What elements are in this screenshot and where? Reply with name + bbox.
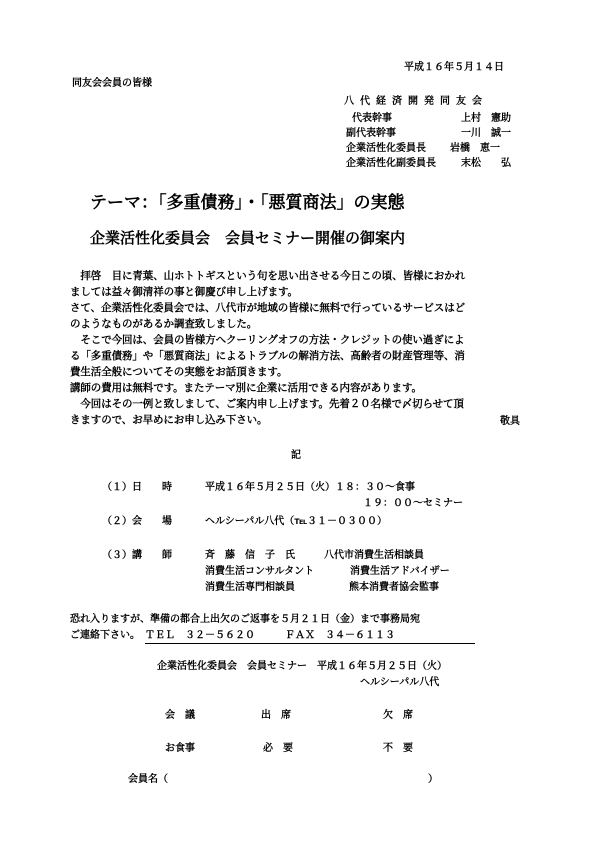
venue-value: ヘルシーパル八代（℡３１－０３００） bbox=[205, 516, 388, 527]
divider-line bbox=[145, 643, 475, 644]
lecturer-role: 消費生活コンサルタント bbox=[205, 566, 315, 577]
date-label: （１）日 時 bbox=[102, 482, 172, 493]
officer-name: 岩橋 恵一 bbox=[450, 143, 500, 154]
sender-organization: 八代経済開発同友会 bbox=[344, 96, 488, 107]
date-value: 平成１６年５月２５日（火）１８：３０～食事 bbox=[205, 482, 415, 493]
form-item-meeting: 会 議 bbox=[165, 710, 195, 721]
venue-label: （２）会 場 bbox=[102, 516, 172, 527]
reply-note: 恐れ入りますが、準備の都合上出欠のご返事を５月２１日（金）まで事務局宛 bbox=[70, 614, 420, 625]
form-header: 企業活性化委員会 会員セミナー 平成１６年５月２５日（火） bbox=[157, 661, 447, 672]
theme-title: テーマ：「多重債務」・「悪質商法」の実態 bbox=[90, 193, 405, 213]
member-name-label: 会員名（ bbox=[128, 774, 168, 785]
body-line: きますので、お早めにお申し込み下さい。 bbox=[70, 414, 268, 426]
officer-name: 上村 憲助 bbox=[461, 113, 511, 124]
lecturer-role: 消費生活アドバイザー bbox=[350, 566, 450, 577]
member-name-close: ） bbox=[428, 774, 438, 785]
body-line: のようなものがあるか調査致しました。 bbox=[70, 318, 258, 330]
option-meal-needed[interactable]: 必 要 bbox=[263, 743, 293, 754]
lecturer-role: 八代市消費生活相談員 bbox=[324, 550, 424, 561]
letter-date: 平成１６年５月１４日 bbox=[404, 62, 504, 73]
officer-title: 企業活性化委員長 bbox=[346, 143, 426, 154]
body-line: 今回はその一例と致しまして、ご案内申し上げます。先着２０名様で〆切らせて頂 bbox=[70, 398, 464, 410]
option-meal-not-needed[interactable]: 不 要 bbox=[383, 743, 413, 754]
form-venue: ヘルシーパル八代 bbox=[360, 677, 440, 688]
officer-name: 一川 誠一 bbox=[461, 128, 511, 139]
officer-title: 代表幹事 bbox=[352, 113, 392, 124]
lecturer-role: 熊本消費者協会監事 bbox=[349, 582, 439, 593]
form-item-meal: お食事 bbox=[165, 743, 195, 754]
body-line: 費生活全般についてその実態をお話頂きます。 bbox=[70, 366, 288, 378]
seminar-time: １９：００～セミナー bbox=[363, 498, 463, 509]
body-line: 講師の費用は無料です。またテーマ別に企業に活用できる内容があります。 bbox=[70, 382, 422, 394]
body-line: ましては益々御清祥の事と御慶び申し上げます。 bbox=[70, 286, 298, 298]
option-absent[interactable]: 欠 席 bbox=[383, 710, 413, 721]
officer-name: 末松 弘 bbox=[461, 158, 511, 169]
ki-heading: 記 bbox=[291, 450, 301, 461]
officer-title: 副代表幹事 bbox=[346, 128, 396, 139]
body-line: さて、企業活性化委員会では、八代市が地域の皆様に無料で行っているサービスはど bbox=[70, 302, 465, 314]
contact-line: ご連絡下さい。 ＴＥＬ ３２－５６２０ ＦＡＸ ３４－６１１３ bbox=[70, 630, 395, 641]
body-line: そこで今回は、会員の皆様方へクーリングオフの方法・クレジットの使い過ぎによ bbox=[70, 334, 465, 346]
member-name-field[interactable] bbox=[180, 768, 425, 782]
officer-title: 企業活性化副委員長 bbox=[346, 158, 436, 169]
lecturer-role: 消費生活専門相談員 bbox=[205, 582, 295, 593]
option-attend[interactable]: 出 席 bbox=[261, 710, 291, 721]
lecturer-label: （３）講 師 bbox=[102, 550, 172, 561]
seminar-subtitle: 企業活性化委員会 会員セミナー開催の御案内 bbox=[90, 229, 406, 247]
body-line: る「多重債務」や「悪質商法」によるトラブルの解消方法、高齢者の財産管理等、消 bbox=[70, 350, 465, 362]
lecturer-name: 斉 藤 信 子 氏 bbox=[205, 550, 295, 561]
body-line: 拝啓 目に青葉、山ホトトギスという句を思い出させる今日この頃、皆様におかれ bbox=[70, 270, 465, 282]
closing-word: 敬具 bbox=[500, 416, 520, 427]
addressee: 同友会会員の皆様 bbox=[72, 78, 152, 89]
